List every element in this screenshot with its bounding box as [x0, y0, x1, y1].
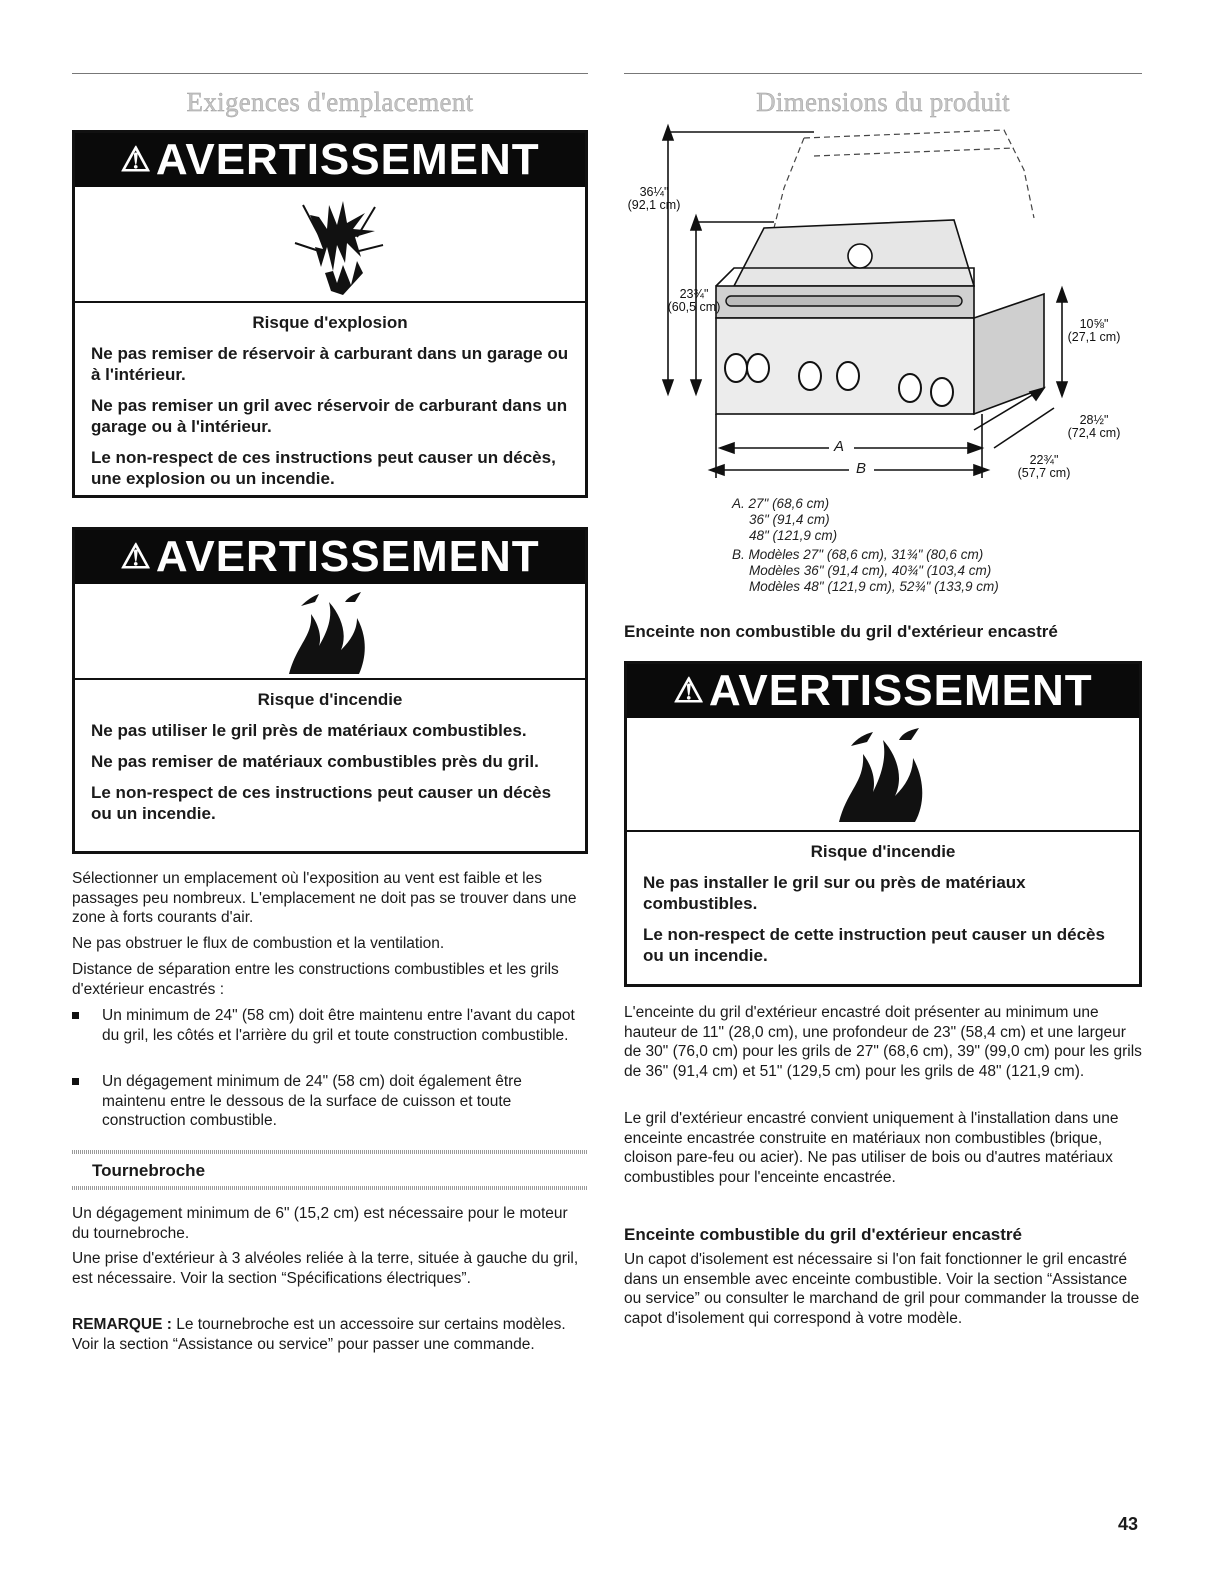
warning-line: Ne pas remiser de réservoir à carburant dans un garage ou à l'intérieur.: [91, 344, 569, 384]
fire-icon: [75, 584, 585, 680]
warning-header: [75, 530, 585, 584]
legend-line: 48" (121,9 cm): [749, 528, 838, 543]
legend-line: B. Modèles 27" (68,6 cm), 31¾" (80,6 cm): [732, 547, 984, 562]
rotisserie-paragraph: Un dégagement minimum de 6" (15,2 cm) est nécessaire pour le moteur du tournebroche.: [72, 1205, 568, 1242]
dimension-height-total: 36¼" (92,1 cm): [627, 185, 681, 212]
warning-box-fire-left: [72, 527, 588, 854]
right-section-rule: [624, 73, 1142, 74]
dimension-side-height: 10⅝" (27,1 cm): [1067, 317, 1121, 344]
clearance-paragraph: Distance de séparation entre les constructions combustibles et les grils d'extérieur encastrés :: [72, 961, 559, 998]
warning-triangle-icon: ⚠: [120, 141, 152, 179]
bullet-square: [72, 1078, 79, 1085]
noncombustible-heading: Enceinte non combustible du gril d'extérieur encastré: [624, 622, 1058, 641]
rotisserie-outlet-paragraph: Une prise d'extérieur à 3 alvéoles reliée à la terre, située à gauche du gril, est nécessaire. Voir la section “Spécifications électriques”.: [72, 1250, 579, 1287]
dimension-letter-a: A: [834, 438, 845, 455]
right-section-title: Dimensions du produit: [756, 87, 1010, 117]
rotisserie-heading: Tournebroche: [92, 1161, 206, 1180]
warning-line: Ne pas utiliser le gril près de matériaux combustibles.: [91, 721, 527, 740]
legend-line: Modèles 48" (121,9 cm), 52¾" (133,9 cm): [749, 579, 999, 594]
legend-line: 36" (91,4 cm): [749, 512, 830, 527]
grill-dimensions-diagram: [624, 118, 1142, 488]
combustible-heading: Enceinte combustible du gril d'extérieur encastré: [624, 1225, 1022, 1244]
note-label: REMARQUE :: [72, 1316, 172, 1333]
warning-risk-title: Risque d'incendie: [257, 690, 403, 709]
note-text: Le tournebroche est un accessoire sur certains modèles. Voir la section “Assistance ou service” pour passer une commande.: [72, 1316, 566, 1353]
warning-line: Ne pas remiser un gril avec réservoir de carburant dans un garage ou à l'intérieur.: [91, 396, 568, 436]
warning-box-fire-right: [624, 661, 1142, 987]
dimension-depth-cutout: 22¾" (57,7 cm): [1017, 453, 1071, 480]
bullet-text: Un minimum de 24" (58 cm) doit être maintenu entre l'avant du capot du gril, les côtés et l'arrière du gril et toute construction combustible.: [102, 1007, 575, 1044]
dotted-divider: [72, 1150, 588, 1154]
legend-line: Modèles 36" (91,4 cm), 40¾" (103,4 cm): [749, 563, 992, 578]
warning-header: [627, 664, 1139, 718]
combustible-paragraph: Un capot d'isolement est nécessaire si l'on fait fonctionner le gril encastré dans un ensemble avec enceinte combustible. Voir la section “Assistance ou service” ou consulter le marchand de gril pour commander la trousse de capot d'isolement qui correspond à votre modèle.: [624, 1251, 1140, 1327]
warning-header-text: AVERTISSEMENT: [155, 532, 540, 581]
warning-triangle-icon: ⚠: [120, 538, 152, 576]
fire-icon: [627, 718, 1139, 832]
dotted-divider: [72, 1186, 588, 1190]
warning-line: Ne pas installer le gril sur ou près de matériaux combustibles.: [643, 873, 1026, 913]
location-paragraph: Sélectionner un emplacement où l'exposition au vent est faible et les passages peu nombreux. L'emplacement ne doit pas se trouver dans une zone à forts courants d'air.: [72, 870, 577, 926]
warning-header: [75, 133, 585, 187]
warning-risk-title: Risque d'explosion: [252, 313, 408, 332]
dimension-height-countertop: 23¾" (60,5 cm): [667, 287, 721, 314]
note-paragraph: [72, 1315, 588, 1354]
warning-box-explosion: [72, 130, 588, 498]
bullet-item: [72, 1006, 588, 1066]
dimension-letter-b: B: [856, 460, 867, 477]
page-number: 43: [1118, 1514, 1139, 1534]
warning-line: Le non-respect de ces instructions peut causer un décès ou un incendie.: [91, 783, 552, 823]
left-section-rule: [72, 73, 588, 74]
warning-header-text: AVERTISSEMENT: [155, 135, 540, 184]
dimension-depth-total: 28½" (72,4 cm): [1067, 413, 1121, 440]
bullet-item: [72, 1072, 588, 1132]
legend-line: A. 27" (68,6 cm): [732, 496, 830, 511]
explosion-icon: [75, 187, 585, 303]
warning-line: Le non-respect de ces instructions peut causer un décès, une explosion ou un incendie.: [91, 448, 556, 488]
bullet-square: [72, 1012, 79, 1019]
left-section-title: Exigences d'emplacement: [186, 87, 474, 117]
airflow-paragraph: Ne pas obstruer le flux de combustion et la ventilation.: [72, 935, 445, 952]
bullet-text: Un dégagement minimum de 24" (58 cm) doit également être maintenu entre le dessous de la surface de cuisson et toute construction combustible.: [102, 1073, 522, 1129]
enclosure-size-paragraph: L'enceinte du gril d'extérieur encastré doit présenter au minimum une hauteur de 11" (28,0 cm), une profondeur de 23" (58,4 cm) et une largeur de 30" (76,0 cm) pour les grils de 27" (68,6 cm), 39" (99,0 cm) pour les grils de 36" (91,4 cm) et 51" (129,5 cm) pour les grils de 48" (121,9 cm).: [624, 1004, 1142, 1080]
warning-header-text: AVERTISSEMENT: [708, 666, 1093, 715]
warning-risk-title: Risque d'incendie: [810, 842, 956, 861]
warning-triangle-icon: ⚠: [673, 672, 705, 710]
warning-line: Le non-respect de cette instruction peut causer un décès ou un incendie.: [643, 925, 1105, 965]
warning-line: Ne pas remiser de matériaux combustibles près du gril.: [91, 752, 539, 771]
enclosure-material-paragraph: Le gril d'extérieur encastré convient uniquement à l'installation dans une enceinte encastrée construite en matériaux non combustibles (brique, cloison pare-feu ou acier). Ne pas utiliser de bois ou d'autres matériaux combustibles pour l'enceinte encastrée.: [624, 1110, 1119, 1186]
